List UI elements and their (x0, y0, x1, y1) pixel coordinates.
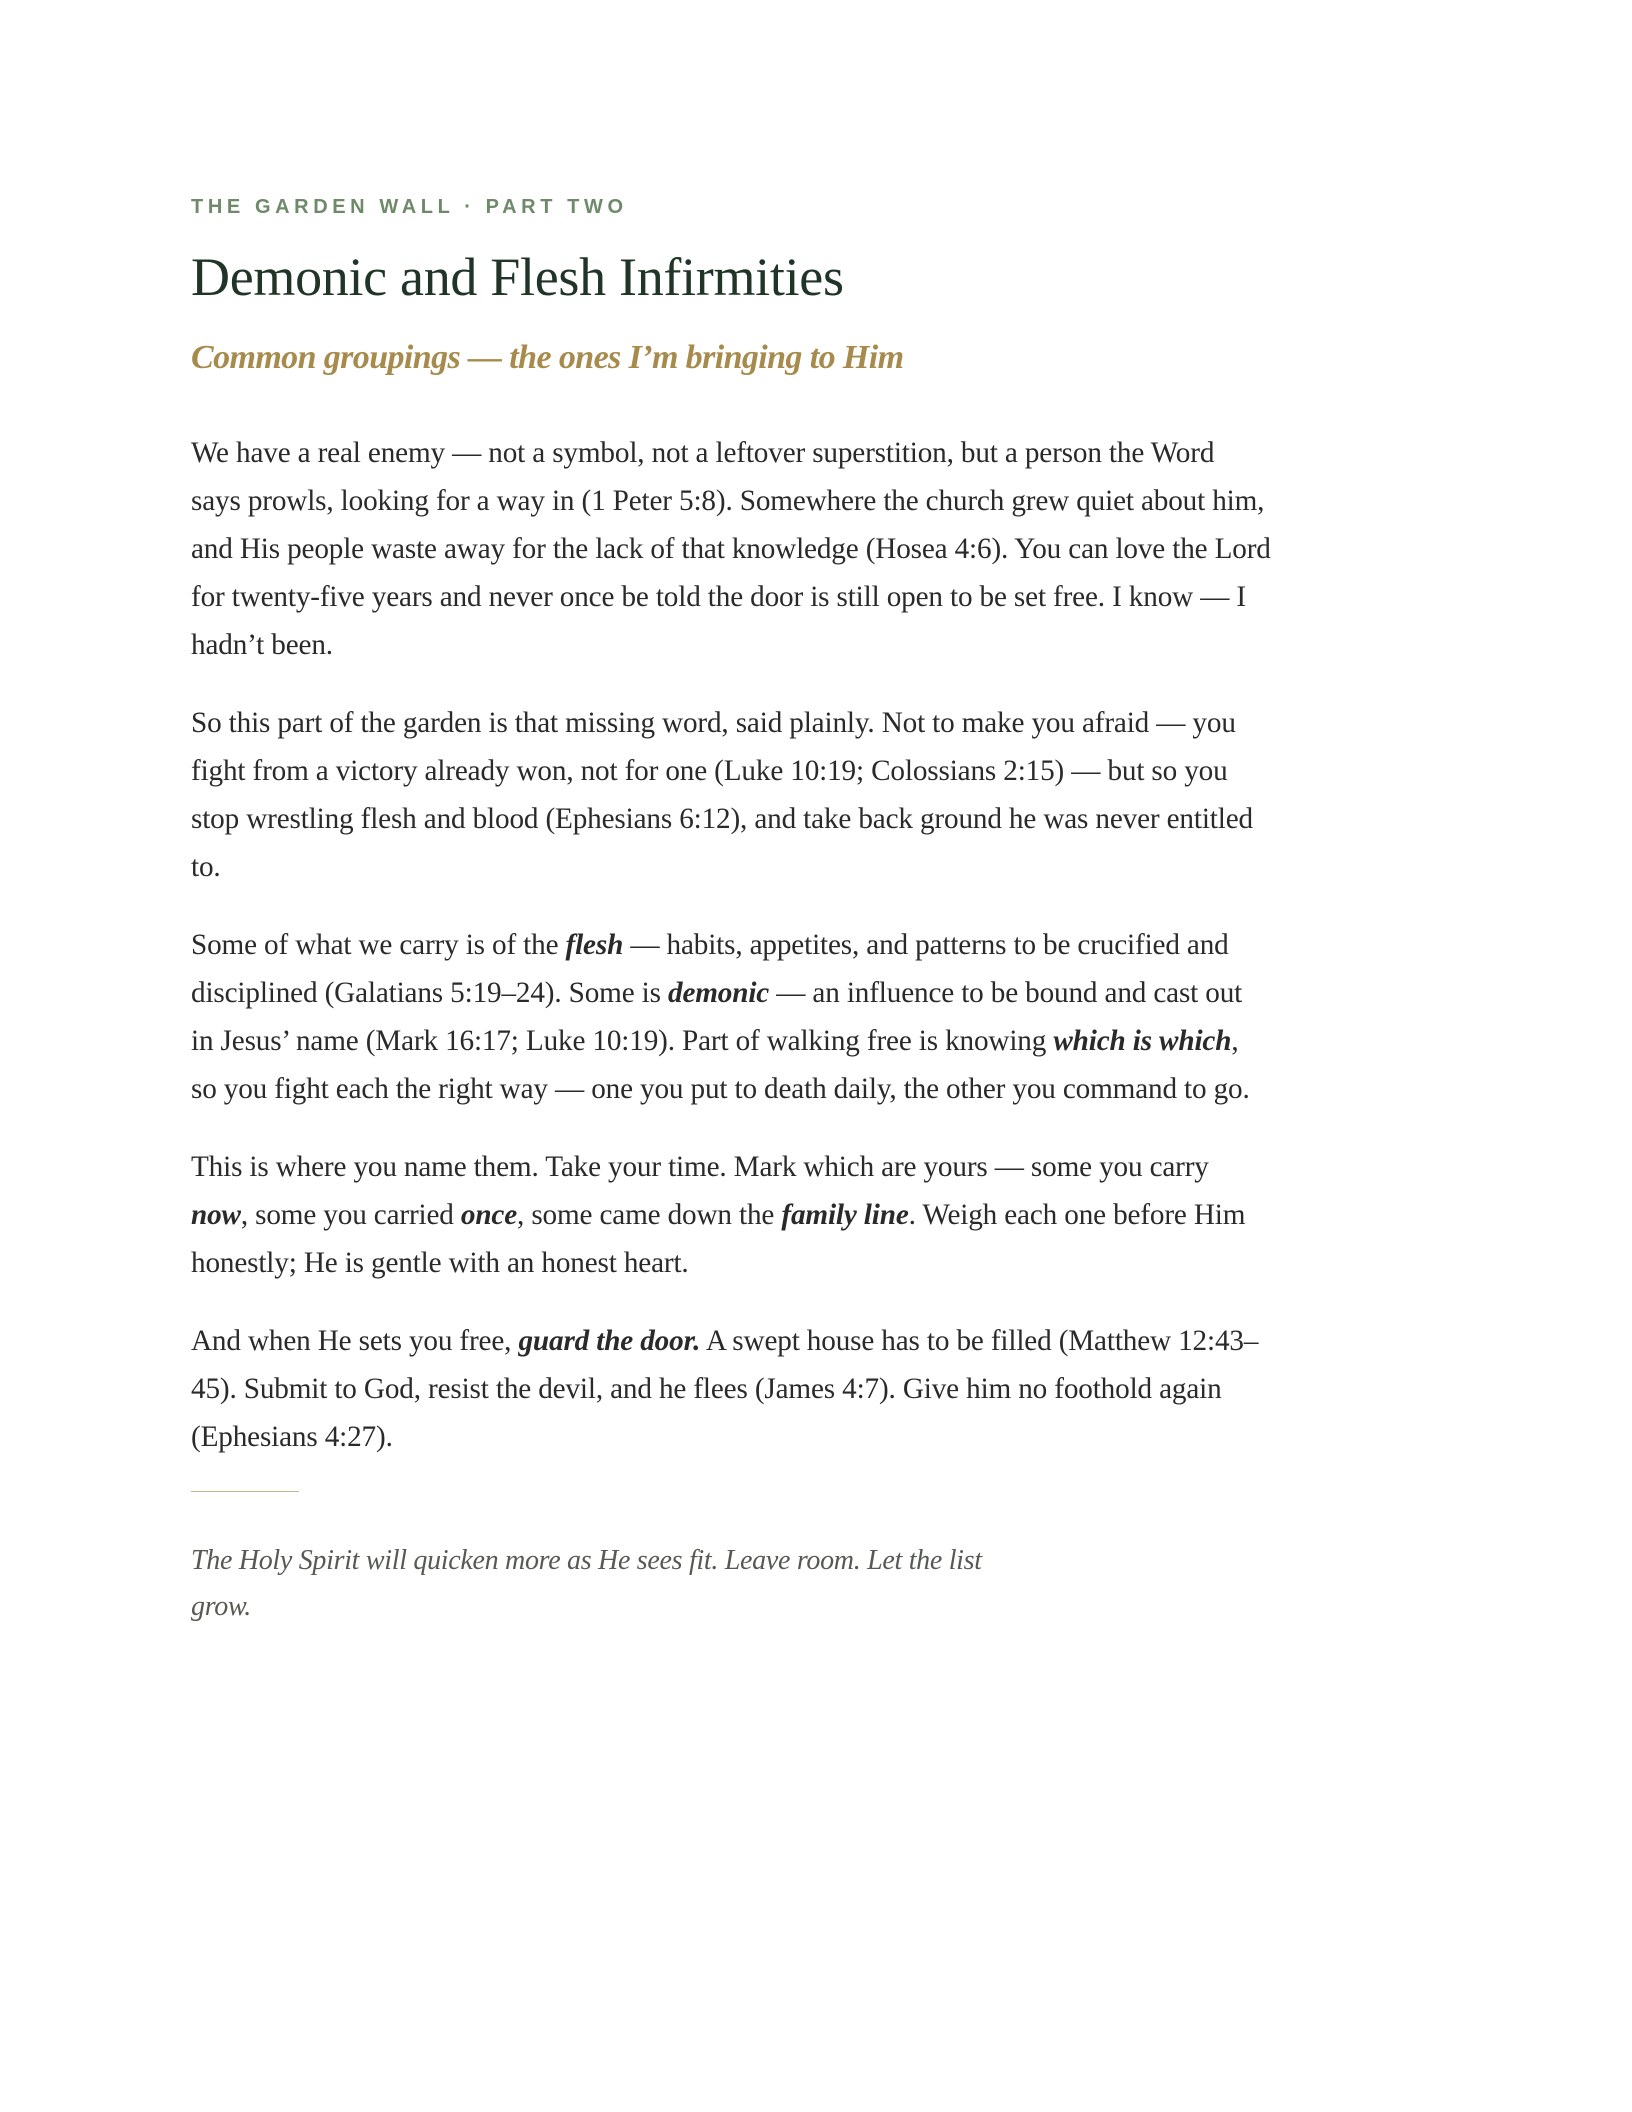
paragraph (191, 699, 1271, 891)
page-title: Demonic and Flesh Infirmities (191, 247, 844, 307)
paragraph-text: , so you fight each the right way — one you put to death daily, the other you command to go. (191, 1025, 1250, 1105)
paragraph (191, 429, 1271, 669)
paragraph-text: This is where you name them. Take your time. Mark which are yours — some you carry (191, 1151, 1209, 1183)
paragraph-text: So this part of the garden is that missing word, said plainly. Not to make you afraid — you fight from a victory already won, not for one (Luke 10:19; Colossians 2:15) — but so you stop wrestling flesh and blood (Ephesians 6:12), and take back ground he was never entitled to. (191, 707, 1253, 883)
paragraph-text: We have a real enemy — not a symbol, not a leftover superstition, but a person the Word says prowls, looking for a way in (1 Peter 5:8). Somewhere the church grew quiet about him, and His people waste away for the lack of that knowledge (Hosea 4:6). You can love the Lord for twenty-five years and never once be told the door is still open to be set free. I know — I hadn’t been. (191, 437, 1271, 661)
emphasis-text: guard the door. (518, 1325, 701, 1357)
paragraph-text: A swept house has to be filled (Matthew 12:43–45). Submit to God, resist the devil, and he flees (James 4:7). Give him no foothold again (Ephesians 4:27). (191, 1325, 1259, 1453)
emphasis-text: once (460, 1199, 518, 1231)
closing-note: The Holy Spirit will quicken more as He sees fit. Leave room. Let the list grow. (191, 1545, 982, 1622)
section-divider (191, 1491, 299, 1492)
emphasis-text: now (191, 1199, 241, 1231)
emphasis-text: family line (781, 1199, 909, 1231)
paragraph-text: — habits, appetites, and patterns to be crucified and disciplined (Galatians 5:19–24). Some is (191, 929, 1229, 1009)
paragraph (191, 1317, 1271, 1461)
paragraph-text: — an influence to be bound and cast out in Jesus’ name (Mark 16:17; Luke 10:19). Part of walking free is knowing (191, 977, 1243, 1057)
emphasis-text: which is which (1053, 1025, 1232, 1057)
paragraph-text: Some of what we carry is of the (191, 929, 566, 961)
body-text (191, 429, 1271, 1461)
document-page (191, 195, 1271, 1630)
emphasis-text: demonic (668, 977, 770, 1009)
paragraph-text: And when He sets you free, (191, 1325, 519, 1357)
paragraph (191, 921, 1271, 1113)
paragraph (191, 1143, 1271, 1287)
page-subtitle: Common groupings — the ones I’m bringing to Him (191, 339, 904, 376)
emphasis-text: flesh (565, 929, 624, 961)
paragraph-text: , some you carried (240, 1199, 461, 1231)
paragraph-text: , some came down the (517, 1199, 782, 1231)
series-eyebrow: THE GARDEN WALL · PART TWO (191, 196, 628, 218)
paragraph-text: . Weigh each one before Him honestly; He is gentle with an honest heart. (191, 1199, 1246, 1279)
